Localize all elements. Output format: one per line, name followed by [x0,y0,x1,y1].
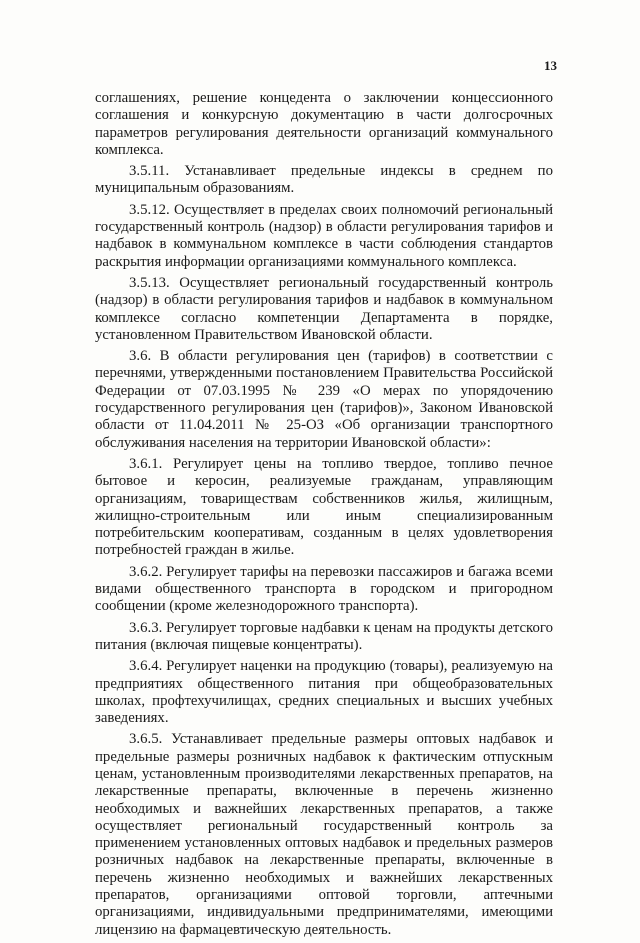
paragraph-3-6-5: 3.6.5. Устанавливает предельные размеры оптовых надбавок и предельные размеры розничных надбавок к фактическим отпускным ценам, установленным производителями лекарственных препаратов, на лекарственные препараты, включенные в перечень жизненно необходимых и важнейших лекарственных препаратов, а также осуществляет региональный государственный контроль за применением установленных оптовых надбавок и предельных размеров розничных надбавок на лекарственные препараты, включенные в перечень жизненно необходимых и важнейших лекарственных препаратов, организациями оптовой торговли, аптечными организациями, индивидуальными предпринимателями, имеющими лицензию на фармацевтическую деятельность. [95,731,553,938]
paragraph-3-5-13: 3.5.13. Осуществляет региональный государственный контроль (надзор) в области регулирования тарифов и надбавок в коммунальном комплексе согласно компетенции Департамента в порядке, установленном Правительством Ивановской области. [95,274,553,343]
paragraph-3-6-1: 3.6.1. Регулирует цены на топливо твердое, топливо печное бытовое и керосин, реализуемые гражданам, управляющим организациям, товариществам собственников жилья, жилищным, жилищно-строительным или иным специализированным потребительским кооперативам, созданным в целях удовлетворения потребностей граждан в жилье. [95,455,553,559]
paragraph-3-6-4: 3.6.4. Регулирует наценки на продукцию (товары), реализуемую на предприятиях общественного питания при общеобразовательных школах, профтехучилищах, средних специальных и высших учебных заведениях. [95,658,553,727]
paragraph-3-5-12: 3.5.12. Осуществляет в пределах своих полномочий региональный государственный контроль (надзор) в области регулирования тарифов и надбавок в коммунальном комплексе в части соблюдения стандартов раскрытия информации организациями коммунального комплекса. [95,201,553,270]
paragraph-3-6: 3.6. В области регулирования цен (тарифов) в соответствии с перечнями, утвержденными постановлением Правительства Российской Федерации от 07.03.1995 № 239 «О мерах по упорядочению государственного регулирования цен (тарифов)», Законом Ивановской области от 11.04.2011 № 25-ОЗ «Об организации транспортного обслуживания населения на территории Ивановской области»: [95,348,553,451]
paragraph-continuation: соглашениях, решение концедента о заключении концессионного соглашения и конкурсную документацию в части долгосрочных параметров регулирования деятельности организаций коммунального комплекса. [95,90,553,158]
document-body [95,90,553,943]
paragraph-3-6-3: 3.6.3. Регулирует торговые надбавки к ценам на продукты детского питания (включая пищевые концентраты). [95,619,553,653]
paragraph-3-6-2: 3.6.2. Регулирует тарифы на перевозки пассажиров и багажа всеми видами общественного транспорта в городском и пригородном сообщении (кроме железнодорожного транспорта). [95,563,553,615]
page-number: 13 [544,58,557,73]
paragraph-3-5-11: 3.5.11. Устанавливает предельные индексы в среднем по муниципальным образованиям. [95,163,553,197]
